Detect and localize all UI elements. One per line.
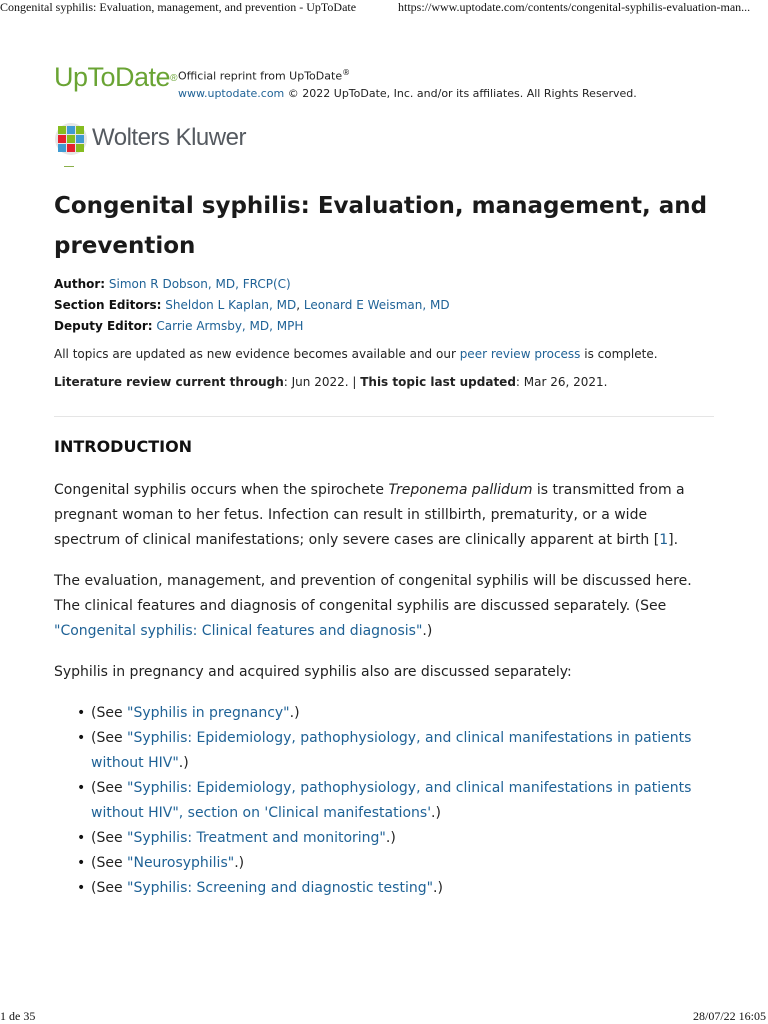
article-title: Congenital syphilis: Evaluation, management, and prevention (54, 193, 708, 259)
print-datetime: 28/07/22 16:05 (692, 1009, 766, 1023)
topic-link[interactable]: "Syphilis: Screening and diagnostic testing" (127, 880, 434, 896)
wolters-kluwer-text: Wolters Kluwer (92, 124, 246, 151)
intro-paragraph-3: Syphilis in pregnancy and acquired syphilis also are discussed separately: (54, 664, 572, 680)
article-credits: Author: Simon R Dobson, MD, FRCP(C) Section Editors: Sheldon L Kaplan, MD, Leonard E Weisman, MD Deputy Editor: Carrie Armsby, MD, MPH (54, 277, 450, 333)
list-item: • (See "Syphilis in pregnancy".) (91, 701, 741, 726)
print-footer (0, 1010, 768, 1024)
topic-link[interactable]: "Neurosyphilis" (127, 855, 235, 871)
clinical-features-link[interactable]: "Congenital syphilis: Clinical features and diagnosis" (54, 623, 423, 639)
logo-underline (64, 166, 74, 167)
reference-link-1[interactable]: 1 (659, 532, 669, 548)
intro-paragraph-2: The evaluation, management, and prevention of congenital syphilis will be discussed here. The clinical features and diagnosis of congenital syphilis are discussed separately. (See "Congenital syphilis: Clinical features and diagnosis".) (54, 573, 692, 639)
intro-paragraph-1: Congenital syphilis occurs when the spirochete Treponema pallidum is transmitted from a pregnant woman to her fetus. Infection can result in stillbirth, prematurity, or a wide spectrum of clinical manifestations; only severe cases are clinically apparent at birth [1]. (54, 482, 685, 548)
print-header (0, 0, 768, 16)
print-header-url: https://www.uptodate.com/contents/congenital-syphilis-evaluation-man... (398, 0, 751, 14)
page-number: 1 de 35 (0, 1009, 36, 1023)
wolters-kluwer-globe-icon (54, 122, 88, 156)
list-item: • (See "Syphilis: Treatment and monitoring".) (91, 826, 741, 851)
topic-link[interactable]: "Syphilis in pregnancy" (127, 705, 290, 721)
section-editor-link-1[interactable]: Sheldon L Kaplan, MD (165, 298, 297, 312)
list-item: • (See "Neurosyphilis".) (91, 851, 741, 876)
reprint-notice: Official reprint from UpToDate® www.uptodate.com © 2022 UpToDate, Inc. and/or its affiliates. All Rights Reserved. (178, 68, 637, 100)
list-item: • (See "Syphilis: Epidemiology, pathophysiology, and clinical manifestations in patients without HIV".) (91, 726, 741, 776)
introduction-heading: INTRODUCTION (54, 437, 193, 456)
topic-link[interactable]: "Syphilis: Epidemiology, pathophysiology, and clinical manifestations in patients without HIV", section on 'Clinical manifestations' (91, 780, 692, 821)
uptodate-logo[interactable]: UpToDate® (54, 62, 177, 92)
copyright-text: © 2022 UpToDate, Inc. and/or its affiliates. All Rights Reserved. (284, 86, 637, 100)
literature-review-line: Literature review current through: Jun 2022. | This topic last updated: Mar 26, 2021. (54, 375, 608, 389)
topic-link[interactable]: "Syphilis: Treatment and monitoring" (127, 830, 386, 846)
author-link[interactable]: Simon R Dobson, MD, FRCP(C) (108, 277, 291, 291)
section-divider (54, 416, 714, 417)
list-item: • (See "Syphilis: Epidemiology, pathophysiology, and clinical manifestations in patients without HIV", section on 'Clinical manifestations'.) (91, 776, 741, 826)
deputy-editor-label: Deputy Editor: (54, 319, 153, 333)
related-topics-list (54, 701, 741, 901)
author-label: Author: (54, 277, 106, 291)
topic-link[interactable]: "Syphilis: Epidemiology, pathophysiology, and clinical manifestations in patients without HIV" (91, 730, 692, 771)
uptodate-site-link[interactable]: www.uptodate.com (178, 86, 285, 100)
brand-header (54, 60, 714, 100)
update-notice: All topics are updated as new evidence becomes available and our peer review process is complete. (54, 347, 658, 361)
peer-review-link[interactable]: peer review process (459, 347, 581, 361)
print-header-title: Congenital syphilis: Evaluation, management, and prevention - UpToDate (0, 0, 357, 14)
list-item: • (See "Syphilis: Screening and diagnostic testing".) (91, 876, 741, 901)
section-editor-link-2[interactable]: Leonard E Weisman, MD (303, 298, 450, 312)
deputy-editor-link[interactable]: Carrie Armsby, MD, MPH (156, 319, 304, 333)
section-editors-label: Section Editors: (54, 298, 162, 312)
wolters-kluwer-logo (54, 122, 254, 162)
